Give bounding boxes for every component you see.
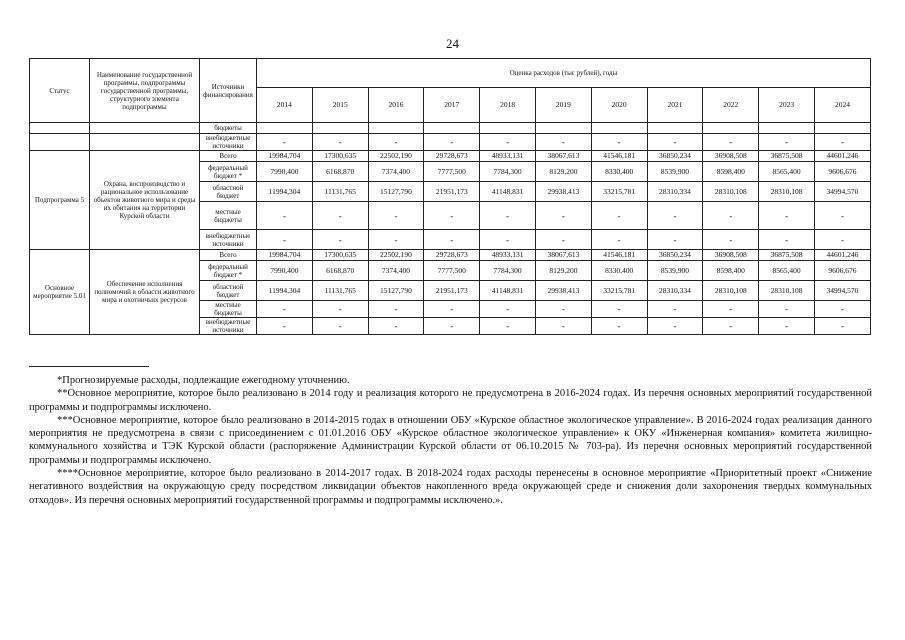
value-cell-empty xyxy=(591,123,647,134)
value-cell: - xyxy=(312,301,368,318)
value-cell: - xyxy=(424,301,480,318)
value-cell: - xyxy=(480,202,536,230)
value-cell: 9606,676 xyxy=(814,162,870,182)
value-cell: 9606,676 xyxy=(814,261,870,281)
value-cell: 8598,400 xyxy=(703,162,759,182)
value-cell: 22502,190 xyxy=(368,151,424,162)
block-status: Подпрограмма 5 xyxy=(30,151,90,250)
value-cell: 36850,234 xyxy=(647,250,703,261)
value-cell: - xyxy=(814,202,870,230)
value-cell: 8539,900 xyxy=(647,261,703,281)
value-cell: - xyxy=(257,318,313,335)
value-cell: - xyxy=(312,230,368,250)
value-cell: 36908,508 xyxy=(703,151,759,162)
value-cell: - xyxy=(647,318,703,335)
source-cell: внебюджетные источники xyxy=(200,230,257,250)
value-cell: 8129,200 xyxy=(535,261,591,281)
footnote-1: *Прогнозируемые расходы, подлежащие ежегодному уточнению. xyxy=(57,375,350,386)
value-cell: - xyxy=(814,134,870,151)
source-cell: местные бюджеты xyxy=(200,301,257,318)
value-cell: 41148,831 xyxy=(480,281,536,301)
page-number: 24 xyxy=(446,36,459,51)
value-cell: - xyxy=(647,301,703,318)
budget-table xyxy=(29,58,871,335)
source-cell: местные бюджеты xyxy=(200,202,257,230)
value-cell: - xyxy=(480,134,536,151)
header-name: Наименование государственной программы, подпрограммы государственной программы, структурного элемента подпрограммы xyxy=(90,59,200,123)
value-cell: - xyxy=(535,318,591,335)
value-cell: - xyxy=(368,134,424,151)
value-cell: 36908,508 xyxy=(703,250,759,261)
value-cell: 34994,570 xyxy=(814,281,870,301)
value-cell: 38067,613 xyxy=(535,151,591,162)
year-header-2019: 2019 xyxy=(535,88,591,123)
value-cell: 28310,334 xyxy=(647,281,703,301)
value-cell: - xyxy=(591,134,647,151)
value-cell: - xyxy=(257,301,313,318)
value-cell: 36850,234 xyxy=(647,151,703,162)
header-source: Источники финансирования xyxy=(200,59,257,123)
value-cell: 6168,870 xyxy=(312,162,368,182)
value-cell: 15127,790 xyxy=(368,281,424,301)
value-cell: 8129,200 xyxy=(535,162,591,182)
footnote-4: ****Основное мероприятие, которое было реализовано в 2014-2017 годах. В 2018-2024 годах расходы перенесены в основное мероприятие «Приоритетный проект «Снижение негативного воздействия на окружающую среду посредством ликвидации объектов накопленного вреда окружающей среде и снижения доли захоронения твердых коммунальных отходов». Из перечня основных мероприятий государственной программы и подпрограммы исключено.». xyxy=(29,468,872,506)
value-cell: - xyxy=(591,230,647,250)
value-cell: 15127,790 xyxy=(368,182,424,202)
value-cell: - xyxy=(814,318,870,335)
value-cell: - xyxy=(647,230,703,250)
value-cell: 29938,413 xyxy=(535,182,591,202)
header-status: Статус xyxy=(30,59,90,123)
value-cell: 36875,508 xyxy=(759,250,815,261)
value-cell: 44601,246 xyxy=(814,151,870,162)
value-cell: - xyxy=(703,301,759,318)
value-cell: 22502,190 xyxy=(368,250,424,261)
table-row xyxy=(30,151,871,162)
value-cell: 8330,400 xyxy=(591,162,647,182)
value-cell: 28310,108 xyxy=(759,281,815,301)
value-cell: - xyxy=(759,230,815,250)
value-cell: 28310,334 xyxy=(647,182,703,202)
year-header-2020: 2020 xyxy=(591,88,647,123)
year-header-2016: 2016 xyxy=(368,88,424,123)
value-cell-empty xyxy=(368,123,424,134)
value-cell: - xyxy=(591,202,647,230)
source-cell: федеральный бюджет * xyxy=(200,261,257,281)
value-cell: 7777,500 xyxy=(424,261,480,281)
value-cell: 17300,635 xyxy=(312,151,368,162)
value-cell-empty xyxy=(424,123,480,134)
source-cell: федеральный бюджет * xyxy=(200,162,257,182)
value-cell-empty xyxy=(535,123,591,134)
table-row xyxy=(30,250,871,261)
value-cell: 21951,173 xyxy=(424,281,480,301)
value-cell: - xyxy=(257,134,313,151)
value-cell: 29728,673 xyxy=(424,151,480,162)
value-cell-empty xyxy=(759,123,815,134)
value-cell: - xyxy=(424,202,480,230)
year-header-2023: 2023 xyxy=(759,88,815,123)
value-cell: 11131,765 xyxy=(312,182,368,202)
value-cell: - xyxy=(647,202,703,230)
value-cell: 7784,300 xyxy=(480,261,536,281)
value-cell: - xyxy=(257,230,313,250)
value-cell: 7990,400 xyxy=(257,261,313,281)
value-cell: 6168,870 xyxy=(312,261,368,281)
value-cell: 11994,304 xyxy=(257,281,313,301)
value-cell: - xyxy=(368,202,424,230)
source-cell: бюджеты xyxy=(200,123,257,134)
value-cell: - xyxy=(759,301,815,318)
value-cell: 17300,635 xyxy=(312,250,368,261)
value-cell: - xyxy=(647,134,703,151)
value-cell: 28310,108 xyxy=(703,281,759,301)
value-cell: - xyxy=(703,134,759,151)
value-cell-empty xyxy=(703,123,759,134)
value-cell: 48933,131 xyxy=(480,250,536,261)
value-cell: - xyxy=(424,230,480,250)
value-cell: 19984,704 xyxy=(257,250,313,261)
value-cell: 41546,181 xyxy=(591,250,647,261)
value-cell-empty xyxy=(480,123,536,134)
value-cell: 29938,413 xyxy=(535,281,591,301)
footnotes xyxy=(29,366,872,507)
value-cell: 33215,781 xyxy=(591,182,647,202)
source-cell: Всего xyxy=(200,151,257,162)
value-cell: - xyxy=(312,134,368,151)
value-cell: - xyxy=(535,230,591,250)
value-cell: - xyxy=(814,230,870,250)
value-cell: 21951,173 xyxy=(424,182,480,202)
value-cell: 28310,108 xyxy=(703,182,759,202)
value-cell: 33215,781 xyxy=(591,281,647,301)
value-cell-empty xyxy=(814,123,870,134)
year-header-2017: 2017 xyxy=(424,88,480,123)
value-cell: 7374,400 xyxy=(368,162,424,182)
year-header-2018: 2018 xyxy=(480,88,536,123)
block-status: Основное мероприятие 5.01 xyxy=(30,250,90,335)
value-cell: - xyxy=(814,301,870,318)
source-cell: Всего xyxy=(200,250,257,261)
source-cell: областной бюджет xyxy=(200,182,257,202)
block-name: Охрана, воспроизводство и рациональное использование объектов животного мира и среды их обитания на территории Курской области xyxy=(90,151,200,250)
value-cell: - xyxy=(368,318,424,335)
value-cell: - xyxy=(591,301,647,318)
value-cell: - xyxy=(535,202,591,230)
value-cell: - xyxy=(535,301,591,318)
value-cell: - xyxy=(368,230,424,250)
value-cell: 48933,131 xyxy=(480,151,536,162)
value-cell: - xyxy=(312,318,368,335)
value-cell: 7374,400 xyxy=(368,261,424,281)
value-cell: - xyxy=(257,202,313,230)
value-cell: 19984,704 xyxy=(257,151,313,162)
status-cell-empty xyxy=(30,134,90,151)
value-cell: 41546,181 xyxy=(591,151,647,162)
value-cell: - xyxy=(703,202,759,230)
year-header-2021: 2021 xyxy=(647,88,703,123)
value-cell: - xyxy=(591,318,647,335)
table-row xyxy=(30,123,871,134)
value-cell: 44601,246 xyxy=(814,250,870,261)
status-cell-empty xyxy=(30,123,90,134)
source-cell: областной бюджет xyxy=(200,281,257,301)
value-cell: - xyxy=(480,318,536,335)
value-cell: 34994,570 xyxy=(814,182,870,202)
value-cell: 41148,831 xyxy=(480,182,536,202)
value-cell: - xyxy=(759,134,815,151)
value-cell: - xyxy=(703,318,759,335)
name-cell-empty xyxy=(90,134,200,151)
value-cell: - xyxy=(759,318,815,335)
block-name: Обеспечение исполнения полномочий в области животного мира и охотничьих ресурсов xyxy=(90,250,200,335)
footnote-3: ***Основное мероприятие, которое было реализовано в 2014-2015 годах в отношении ОБУ «Курское областное экологическое управление». В 2016-2024 годах реализация данного мероприятия не предусмотрена в связи с присоединением с 01.01.2016 ОБУ «Курское областное экологическое управление» к ОКУ «Инженерная компания» комитета жилищно-коммунального хозяйства и ТЭК Курской области (распоряжение Администрации Курской области от 06.10.2015 № 703-ра). Из перечня основных мероприятий государственной программы и подпрограммы исключено. xyxy=(29,414,872,466)
value-cell: 11131,765 xyxy=(312,281,368,301)
name-cell-empty xyxy=(90,123,200,134)
value-cell: - xyxy=(424,134,480,151)
source-cell: внебюджетные источники xyxy=(200,134,257,151)
value-cell: 8598,400 xyxy=(703,261,759,281)
year-header-2024: 2024 xyxy=(814,88,870,123)
value-cell-empty xyxy=(257,123,313,134)
header-estimate: Оценка расходов (тыс рублей), годы xyxy=(257,59,871,88)
value-cell-empty xyxy=(647,123,703,134)
value-cell: 7990,400 xyxy=(257,162,313,182)
value-cell: - xyxy=(312,202,368,230)
value-cell: 7777,500 xyxy=(424,162,480,182)
value-cell-empty xyxy=(312,123,368,134)
value-cell: 28310,108 xyxy=(759,182,815,202)
value-cell: - xyxy=(535,134,591,151)
table-header-row xyxy=(30,59,871,88)
source-cell: внебюджетные источники xyxy=(200,318,257,335)
value-cell: 8330,400 xyxy=(591,261,647,281)
value-cell: - xyxy=(368,301,424,318)
value-cell: 38067,613 xyxy=(535,250,591,261)
value-cell: 8565,400 xyxy=(759,162,815,182)
value-cell: - xyxy=(703,230,759,250)
table-row xyxy=(30,134,871,151)
value-cell: - xyxy=(480,230,536,250)
footnote-divider xyxy=(29,366,149,367)
year-header-2022: 2022 xyxy=(703,88,759,123)
year-header-2014: 2014 xyxy=(257,88,313,123)
value-cell: 36875,508 xyxy=(759,151,815,162)
value-cell: 11994,304 xyxy=(257,182,313,202)
value-cell: - xyxy=(424,318,480,335)
value-cell: 29728,673 xyxy=(424,250,480,261)
footnote-2: **Основное мероприятие, которое было реализовано в 2014 году и реализация которого не предусмотрена в 2016-2024 годах. Из перечня основных мероприятий государственной программы и подпрограммы исключено. xyxy=(29,388,872,413)
value-cell: - xyxy=(759,202,815,230)
value-cell: 8539,900 xyxy=(647,162,703,182)
value-cell: - xyxy=(480,301,536,318)
value-cell: 8565,400 xyxy=(759,261,815,281)
year-header-2015: 2015 xyxy=(312,88,368,123)
value-cell: 7784,300 xyxy=(480,162,536,182)
